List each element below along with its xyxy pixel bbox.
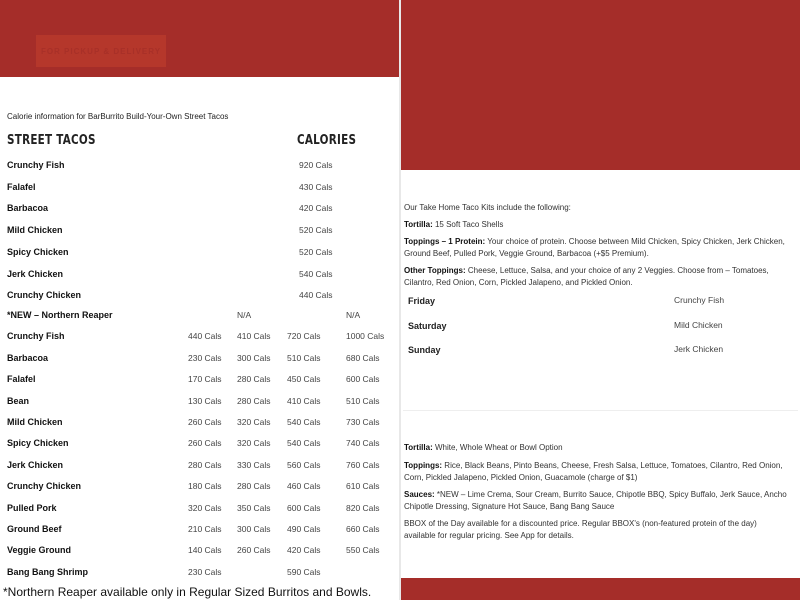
days-table <box>401 293 800 373</box>
burrito-calories: 320 Cals <box>237 438 271 449</box>
taco-name: Spicy Chicken <box>7 246 69 257</box>
tacos-caption: Calorie information for BarBurrito Build-Your-Own Street Tacos <box>7 112 229 121</box>
list-item <box>404 265 789 289</box>
list-item <box>404 236 789 260</box>
burrito-calories: 280 Cals <box>188 459 222 470</box>
section-divider <box>403 410 798 411</box>
burrito-calories: 610 Cals <box>346 481 380 492</box>
burrito-calories: 230 Cals <box>188 566 222 577</box>
burrito-calories: 540 Cals <box>287 417 321 427</box>
burrito-name: Jerk Chicken <box>7 459 64 470</box>
order-button[interactable]: FOR PICKUP & DELIVERY <box>36 35 166 67</box>
item-text: Your choice of protein. Choose between Mild Chicken, Spicy Chicken, Jerk Chicken, Ground Beef, Pulled Pork, Veggie Ground, Barbacoa (+$5 Premium). <box>404 237 785 258</box>
list-item <box>404 442 789 454</box>
burrito-calories: N/A <box>237 310 252 320</box>
burrito-calories: 260 Cals <box>188 438 222 449</box>
tacos-header-item: STREET TACOS <box>7 133 96 148</box>
list-item <box>404 460 789 484</box>
taco-name: Crunchy Chicken <box>7 290 82 301</box>
taco-name: Barbacoa <box>7 203 49 214</box>
item-text: *NEW – Lime Crema, Sour Cream, Burrito Sauce, Chipotle BBQ, Spicy Buffalo, Jerk Sauce, Ancho Chipotle Dressing, Signature Hot Sauce, Bang Bang Sauce <box>404 490 787 511</box>
burrito-calories: 740 Cals <box>346 438 380 449</box>
burrito-calories: 300 Cals <box>237 524 271 534</box>
item-text: Cheese, Lettuce, Salsa, and your choice of any 2 Veggies. Choose from – Tomatoes, Cilantro, Red Onion, Corn, Pickled Jalapeno, and Pickled Onion. <box>404 266 769 287</box>
right-footer-banner <box>401 578 800 600</box>
taco-calories: 430 Cals <box>299 181 333 192</box>
item-label: Other Toppings: <box>404 266 466 275</box>
taco-calories: 520 Cals <box>299 246 333 257</box>
burrito-calories: N/A <box>346 310 361 320</box>
burrito-calories: 410 Cals <box>237 331 271 342</box>
burrito-calories: 180 Cals <box>188 481 222 492</box>
taco-name: Crunchy Fish <box>7 160 65 170</box>
burrito-calories: 170 Cals <box>188 374 222 385</box>
burrito-calories: 420 Cals <box>287 545 321 556</box>
day-name: Friday <box>408 296 436 306</box>
burrito-name: Mild Chicken <box>7 417 63 427</box>
right-header-banner <box>401 0 800 170</box>
item-label: Sauces: <box>404 490 435 499</box>
burrito-calories: 660 Cals <box>346 524 380 534</box>
burrito-calories: 760 Cals <box>346 459 380 470</box>
burrito-calories: 280 Cals <box>237 395 271 406</box>
bbox-note: BBOX of the Day available for a discounted price. Regular BBOX's (non-featured protein of the day) available for regular pricing. See App for details. <box>404 519 757 540</box>
burrito-calories: 460 Cals <box>287 481 321 492</box>
burrito-name: Spicy Chicken <box>7 438 69 449</box>
item-label: Tortilla: <box>404 220 433 229</box>
list-item <box>404 489 789 513</box>
burrito-calories: 510 Cals <box>346 395 380 406</box>
burrito-calories: 320 Cals <box>188 502 222 513</box>
burrito-calories: 230 Cals <box>188 352 222 363</box>
burrito-calories: 280 Cals <box>237 374 271 385</box>
burrito-calories: 560 Cals <box>287 459 321 470</box>
item-label: Tortilla: <box>404 443 433 452</box>
day-protein: Jerk Chicken <box>674 344 724 354</box>
burrito-calories: 540 Cals <box>287 438 321 449</box>
burrito-calories: 140 Cals <box>188 545 222 556</box>
burrito-calories: 440 Cals <box>188 331 222 342</box>
burrito-calories: 550 Cals <box>346 545 380 556</box>
tacos-header-calories: CALORIES <box>297 133 357 148</box>
item-label: Toppings – 1 Protein: <box>404 237 486 246</box>
kits-intro: Our Take Home Taco Kits include the following: <box>404 203 571 212</box>
day-protein: Crunchy Fish <box>674 295 725 305</box>
footnote: *Northern Reaper available only in Regular Sized Burritos and Bowls. <box>3 585 372 599</box>
burrito-name: Bang Bang Shrimp <box>7 566 89 577</box>
burrito-calories: 260 Cals <box>188 417 222 427</box>
burrito-calories: 130 Cals <box>188 395 222 406</box>
taco-calories: 540 Cals <box>299 268 333 279</box>
taco-calories: 440 Cals <box>299 290 333 301</box>
burrito-calories: 300 Cals <box>237 352 271 363</box>
burrito-calories: 330 Cals <box>237 459 271 470</box>
burrito-calories: 260 Cals <box>237 545 271 556</box>
burrito-calories: 680 Cals <box>346 352 380 363</box>
burrito-calories: 590 Cals <box>287 566 321 577</box>
burrito-calories: 450 Cals <box>287 374 321 385</box>
burrito-calories: 210 Cals <box>188 524 222 534</box>
burrito-name: *NEW – Northern Reaper <box>7 310 113 320</box>
burrito-calories: 730 Cals <box>346 417 380 427</box>
burrito-calories: 600 Cals <box>346 374 380 385</box>
day-name: Sunday <box>408 345 441 355</box>
burrito-calories: 820 Cals <box>346 502 380 513</box>
burrito-calories: 350 Cals <box>237 502 271 513</box>
day-protein: Mild Chicken <box>674 319 723 330</box>
item-label: Toppings: <box>404 461 443 470</box>
burrito-calories: 600 Cals <box>287 502 321 513</box>
taco-calories: 920 Cals <box>299 160 333 170</box>
item-text: Rice, Black Beans, Pinto Beans, Cheese, Fresh Salsa, Lettuce, Tomatoes, Cilantro, Red Onion, Corn, Pickled Jalapeno, Pickled Onion, Guacamole (charge of $1) <box>404 461 783 482</box>
burrito-name: Bean <box>7 395 30 406</box>
burrito-calories: 320 Cals <box>237 417 271 427</box>
burrito-calories: 720 Cals <box>287 331 321 342</box>
item-text: White, Whole Wheat or Bowl Option <box>432 443 563 452</box>
list-item <box>404 219 789 231</box>
burrito-name: Crunchy Chicken <box>7 481 82 492</box>
burrito-name: Barbacoa <box>7 352 49 363</box>
taco-name: Falafel <box>7 181 36 192</box>
burrito-name: Crunchy Fish <box>7 331 65 342</box>
burrito-calories: 410 Cals <box>287 395 321 406</box>
burrito-calories: 490 Cals <box>287 524 321 534</box>
burrito-name: Falafel <box>7 374 36 385</box>
burrito-name: Veggie Ground <box>7 545 72 556</box>
burrito-name: Pulled Pork <box>7 502 57 513</box>
taco-name: Jerk Chicken <box>7 268 64 279</box>
burrito-calories: 1000 Cals <box>346 331 385 342</box>
burrito-name: Ground Beef <box>7 524 62 534</box>
taco-name: Mild Chicken <box>7 225 63 236</box>
burrito-calories: 280 Cals <box>237 481 271 492</box>
day-name: Saturday <box>408 320 447 331</box>
burrito-calories: 510 Cals <box>287 352 321 363</box>
taco-calories: 520 Cals <box>299 225 333 236</box>
item-text: 15 Soft Taco Shells <box>432 220 504 229</box>
taco-calories: 420 Cals <box>299 203 333 214</box>
